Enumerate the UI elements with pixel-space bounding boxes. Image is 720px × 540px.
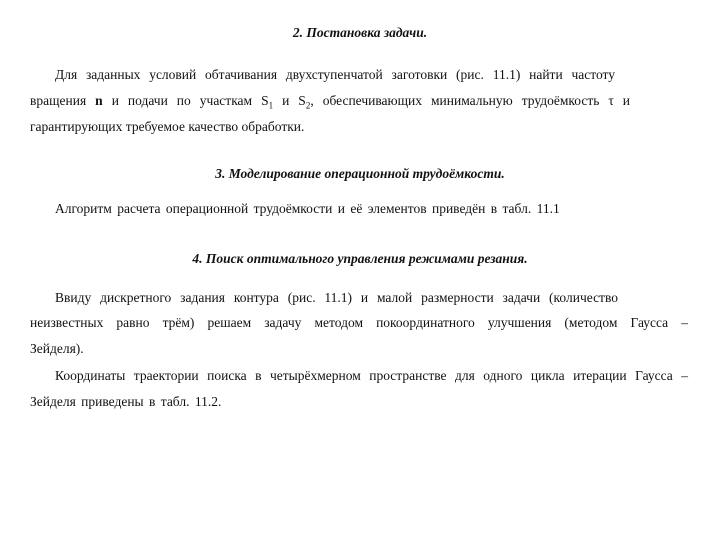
text: и S [282,93,306,108]
section-3-heading: 3. Моделирование операционной трудоёмкости. [215,166,505,181]
subscript: 2 [305,100,311,111]
paragraph-line: Зейделя). [30,341,84,356]
section-4-heading: 4. Поиск оптимального управления режимами резания. [192,251,528,266]
variable-n: n [95,93,103,108]
section-2-heading: 2. Постановка задачи. [292,25,428,40]
paragraph-line: Зейделя приведены в табл. 11.2. [30,394,222,409]
text: и подачи по участкам S [111,93,269,108]
paragraph-line [30,93,630,114]
paragraph-line: Ввиду дискретного задания контура (рис. 11.1) и малой размерности задачи (количество [55,290,618,305]
paragraph-line: неизвестных равно трём) решаем задачу методом покоординатного улучшения (методом Гаусса – [30,315,688,330]
paragraph-line: Для заданных условий обтачивания двухступенчатой заготовки (рис. 11.1) найти частоту [55,67,615,82]
paragraph-line: Координаты траектории поиска в четырёхмерном пространстве для одного цикла итерации Гаусса – [55,368,688,383]
paragraph-line: гарантирующих требуемое качество обработки. [30,119,305,134]
paragraph-line: Алгоритм расчета операционной трудоёмкости и её элементов приведён в табл. 11.1 [55,201,560,216]
subscript: 1 [268,100,274,111]
text: , обеспечивающих минимальную трудоёмкость τ и [310,93,631,108]
text: вращения [30,93,87,108]
